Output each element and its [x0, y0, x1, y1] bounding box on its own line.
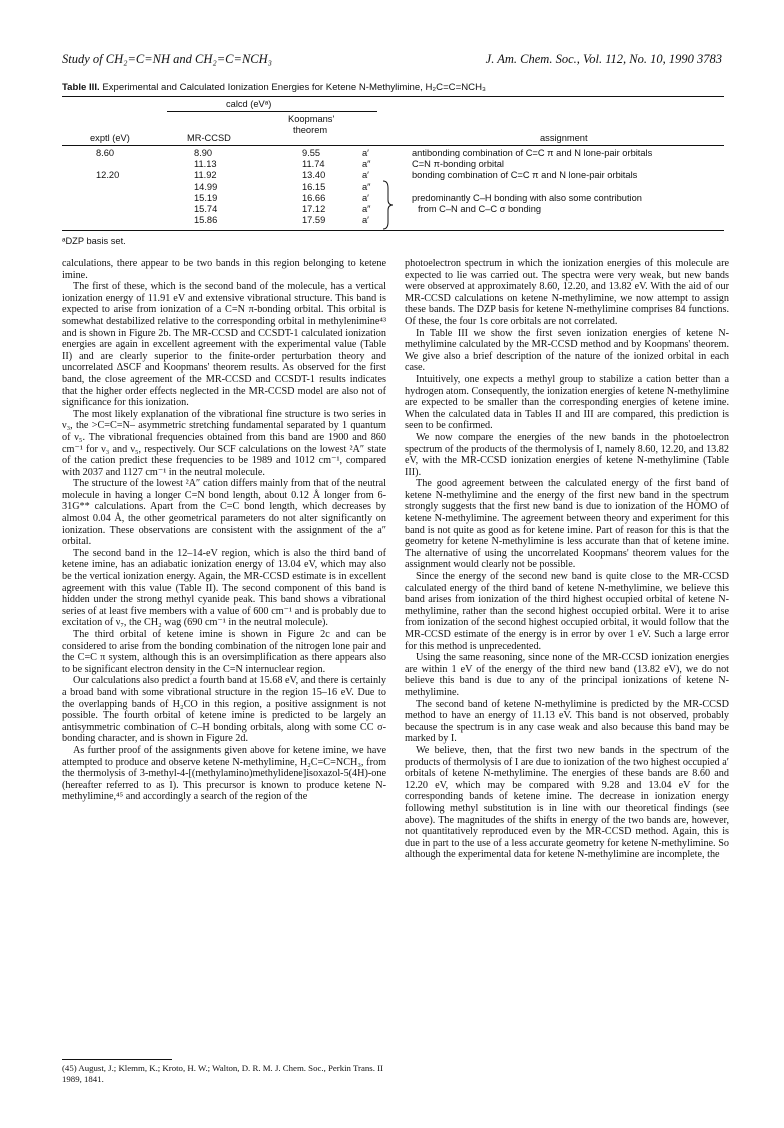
table-bottom-rule	[62, 230, 724, 231]
paragraph: In Table III we show the first seven ionization energies of ketene N-methylimine calculated by the MR-CCSD method and by Koopmans' theorem. We give also a brief description of the nature of the ionized orbital in each case.	[405, 327, 729, 374]
cell-mrccsd: 8.90	[194, 148, 213, 158]
cell-koopmans: 16.66	[302, 193, 326, 203]
paragraph: The second band of ketene N-methylimine is predicted by the MR-CCSD method to have an energy of 11.13 eV. This band is not observed, probably because the spectrum is in any case weak and also because this band may be marked by I.	[405, 698, 729, 745]
cell-koopmans: 11.74	[302, 159, 325, 169]
right-column	[405, 258, 729, 861]
cell-koopmans: 13.40	[302, 170, 326, 180]
paragraph: calculations, there appear to be two bands in this region belonging to ketene imine.	[62, 258, 386, 281]
cell-symmetry: a′	[362, 193, 369, 203]
cell-assignment: bonding combination of C=C π and N lone-pair orbitals	[412, 170, 638, 180]
cell-koopmans: 9.55	[302, 148, 321, 158]
cell-koopmans: 17.12	[302, 204, 326, 214]
col-header-assignment: assignment	[540, 133, 588, 143]
table-header-rule	[62, 145, 724, 146]
grouping-brace-icon	[382, 180, 394, 230]
table-label: Table III.	[62, 82, 100, 93]
paragraph: The good agreement between the calculated energy of the first band of ketene N-methylimine and the energy of the first new band in the spectrum strongly suggests that the first new band is due to ionization of the HOMO of ketene N-methylimine. The agreement between theory and experiment for this band is not quite as good as for ketene imine. Part of reason for this is that the geometry for ketene N-methylimine is less accurate than that of ketene imine. The alternative of using the uncorrelated Koopmans' theorem values for the assignment would clearly not be possible.	[405, 478, 729, 571]
cell-symmetry: a′	[362, 215, 369, 225]
cell-mrccsd: 15.74	[194, 204, 218, 214]
cell-symmetry: a″	[362, 182, 371, 192]
cell-symmetry: a′	[362, 148, 369, 158]
table-caption-text: Experimental and Calculated Ionization Energies for Ketene N-Methylimine, H₂C=C=NCH₃	[102, 82, 486, 93]
running-head-title: Study of CH₂=C=NH and CH₂=C=NCH₃	[62, 52, 272, 66]
paragraph: photoelectron spectrum in which the ionization energies of this molecule are expected to lie was carried out. The spectra were very weak, but new bands were observed at approximately 8.60, 12.20, and 13.82 eV. With the aid of our MR-CCSD calculations on ketene N-methylimine, we now attempt to assign these bands. The DZP basis for ketene N-methylimine comprises 84 functions. Of these, the four 1s core orbitals are not correlated.	[405, 258, 729, 327]
data-table	[62, 96, 724, 232]
table-top-rule	[62, 96, 724, 97]
koopmans-header-line1: Koopmans'	[288, 114, 335, 124]
paragraph: The second band in the 12–14-eV region, which is also the third band of ketene imine, has an adiabatic ionization energy of 13.04 eV, which may also be the vertical ionization energy. Again, the MR-CCSD estimate is in excellent agreement with this value (Table II). The second component of this band is hidden under the strong methyl cyanide peak. This band shows a vibrational series of at least five members with a value of 600 cm⁻¹ and is probably due to excitation of ν₇, the CH₂ wag (690 cm⁻¹ in the neutral molecule).	[62, 547, 386, 629]
paragraph: Our calculations also predict a fourth band at 15.68 eV, and there is certainly a broad band with some vibrational structure in the region 15–16 eV. Due to the overlapping bands of H₂CO in this region, a positive assignment is not possible. The fourth orbital of ketene imine is predicted to be largely an antisymmetric combination of C–H bonding orbitals, along with some CC σ-bonding character, and is shown in Figure 2d.	[62, 675, 386, 745]
paragraph: We now compare the energies of the new bands in the photoelectron spectrum of the products of the thermolysis of I, namely 8.60, 12.20, and 13.82 eV, with the MR-CCSD ionization energies of ketene N-methylimine (Table III).	[405, 431, 729, 478]
cell-assignment: predominantly C–H bonding with also some contribution	[412, 193, 642, 203]
cell-mrccsd: 11.92	[194, 170, 217, 180]
paragraph: The third orbital of ketene imine is shown in Figure 2c and can be considered to arise from the bonding combination of the nitrogen lone pair and the C=C π system, although this is an oversimplification as there appears also to be significant electron density in the C=N internuclear region.	[62, 629, 386, 675]
cell-exptl: 8.60	[96, 148, 115, 158]
paragraph: The first of these, which is the second band of the molecule, has a vertical ionization energy of 11.91 eV and extensive vibrational structure. This band is expected to arise from ionization of a C=N π-bonding orbital. This orbital is somewhat destabilized relative to the corresponding orbital in methylenimine⁴³ and is shown in Figure 2b. The MR-CCSD and CCSDT-1 calculated ionization energies are again in excellent agreement with the experimental value (Table II) and are clearly superior to the finite-order perturbation theory and uncorrelated ΔSCF and Koopmans' theorem results. As observed for the first band, the close agreement of the MR-CCSD and CCSDT-1 results indicates that the higher order effects neglected in the MR-CCSD model are also not of significance for this ionization.	[62, 281, 386, 409]
col-header-mrccsd: MR-CCSD	[187, 133, 231, 143]
cell-mrccsd: 15.86	[194, 215, 218, 225]
cell-symmetry: a″	[362, 204, 371, 214]
table-caption	[62, 82, 722, 93]
table-footnote: ᵃDZP basis set.	[62, 236, 126, 246]
paragraph: Using the same reasoning, since none of the MR-CCSD ionization energies are within 1 eV of the energy of the third new band (13.82 eV), we do not believe this band is due to any of the principal ionizations of ketene N-methylimine.	[405, 652, 729, 698]
running-head	[62, 52, 722, 70]
cell-mrccsd: 14.99	[194, 182, 218, 192]
group-header-rule	[167, 111, 377, 112]
paragraph: Intuitively, one expects a methyl group to stabilize a cation better than a hydrogen atom. Consequently, the ionization energies of ketene N-methylimine are expected to be smaller than the corresponding energies of ketene imine. When the calculated data in Tables II and III are compared, this prediction is seen to be confirmed.	[405, 373, 729, 432]
cell-koopmans: 16.15	[302, 182, 326, 192]
cell-koopmans: 17.59	[302, 215, 326, 225]
calcd-group-header: calcd (eVᵃ)	[226, 99, 272, 109]
cell-exptl: 12.20	[96, 170, 120, 180]
reference-45: (45) August, J.; Klemm, K.; Kroto, H. W.; Walton, D. R. M. J. Chem. Soc., Perkin Trans. II 1989, 1841.	[62, 1063, 383, 1084]
cell-assignment: antibonding combination of C=C π and N lone-pair orbitals	[412, 148, 653, 158]
paragraph: We believe, then, that the first two new bands in the spectrum of the products of thermolysis of I are due to ionization of the two highest occupied a′ orbitals of ketene N-methylimine. The energies of these bands are 8.60 and 12.20 eV, which may be compared with 9.28 and 13.04 eV for the corresponding bands of ketene imine. The decrease in ionization energy following methyl substitution is in line with our theoretical findings (see above). The magnitudes of the shifts in energy of the two bands are, however, not quantitatively reproduced even by the MR-CCSD method. Again, this is due in part to the use of a less accurate geometry for ketene N-methylimine. So although the experimental data for ketene N-methylimine are incomplete, the	[405, 744, 729, 861]
cell-symmetry: a′	[362, 170, 369, 180]
cell-mrccsd: 15.19	[194, 193, 218, 203]
running-head-journal: J. Am. Chem. Soc., Vol. 112, No. 10, 1990 3783	[485, 52, 722, 66]
paragraph: The structure of the lowest ²A″ cation differs mainly from that of the neutral molecule in having a longer C=N bond length, about 0.12 Å longer from 6-31G** calculations. Apart from the C=C bond length, which decreases by almost 0.04 Å, the other geometrical parameters do not alter significantly on ionization. These observations are consistent with the assignment of the a″ orbital.	[62, 478, 386, 548]
left-column	[62, 258, 386, 803]
koopmans-header-line2: theorem	[293, 125, 328, 135]
reference-rule	[62, 1059, 172, 1060]
col-header-exptl: exptl (eV)	[90, 133, 130, 143]
paragraph: The most likely explanation of the vibrational fine structure is two series in ν₃, the >C=C=N– asymmetric stretching fundamental separated by 1 quantum of ν₅. The vibrational frequencies obtained from this band are 1900 and 860 cm⁻¹ for ν₃ and ν₅, respectively. Our SCF calculations on the lowest ²A″ state of the cation predict these frequencies to be 1989 and 1012 cm⁻¹, compared with 2037 and 1127 cm⁻¹ in the neutral molecule.	[62, 408, 386, 478]
paragraph: Since the energy of the second new band is quite close to the MR-CCSD calculated energy of the third band of ketene N-methylimine, we believe this band arises from ionization of the third highest occupied orbital of ketene N-methylimine, rather than the second highest occupied orbital. Were it to arise from ionization of the second highest occupied orbital, it would follow that the MR-CCSD estimate of the energy is in error by over 1 eV. Such a large error for this method is unprecedented.	[405, 571, 729, 652]
cell-assignment: from C–N and C–C σ bonding	[418, 204, 542, 214]
cell-mrccsd: 11.13	[194, 159, 217, 169]
cell-symmetry: a″	[362, 159, 371, 169]
paragraph: As further proof of the assignments given above for ketene imine, we have attempted to produce and observe ketene N-methylimine, H₂C=C=NCH₃, from the thermolysis of 3-methyl-4-[(methylamino)methylidene]isoxazol-5(4H)-one (hereafter referred to as I). This precursor is known to produce ketene N-methylimine,⁴⁵ and accordingly a search of the region of the	[62, 744, 386, 803]
cell-assignment: C=N π-bonding orbital	[412, 159, 504, 169]
